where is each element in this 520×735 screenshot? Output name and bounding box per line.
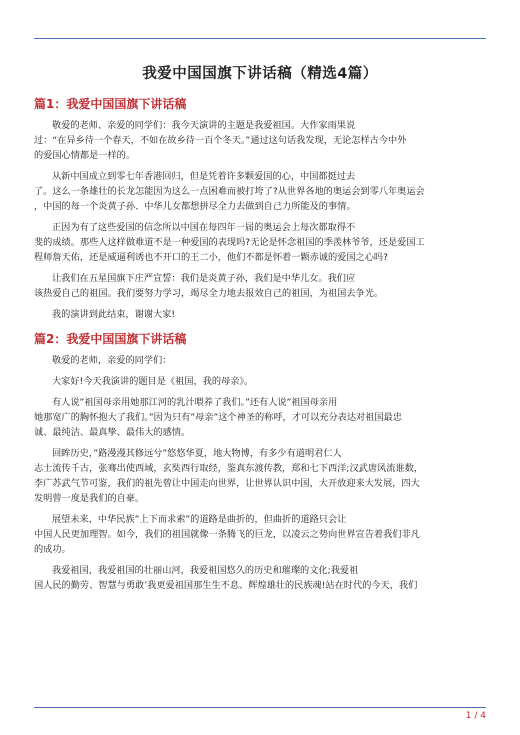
paragraph-line: 的成功。: [34, 544, 71, 555]
paragraph-line: 让我们在五星国旗下庄严宣誓：我们是炎黄子孙，我们是中华儿女。我们应: [52, 273, 356, 284]
paragraph: [34, 118, 486, 163]
document-body: [34, 62, 486, 599]
document-title: 我爱中国国旗下讲话稿（精选4篇）: [142, 66, 378, 82]
paragraph: [34, 220, 486, 265]
paragraph-line: 我爱祖国，我爱祖国的壮丽山河，我爱祖国悠久的历史和璀璨的文化;我爱祖: [52, 565, 359, 576]
paragraph: [34, 512, 486, 557]
paragraph-line: 斐的成绩。那些人这样做难道不是一种爱国的表现吗?无论是怀念祖国的季羡林爷爷，还是爱国工: [34, 237, 425, 248]
paragraph: [34, 271, 486, 301]
paragraph-line: 李广苏武气节可鉴，我们的祖先曾让中国走向世界，让世界认识中国，大开放迎来大发展，四大: [34, 478, 420, 489]
paragraph-line: 回眸历史，”路漫漫其修远兮”悠悠华夏，地大物博，有多少有道明君仁人: [52, 448, 342, 459]
footer-rule: [34, 707, 486, 708]
paragraph: [34, 307, 486, 322]
paragraph-line: 敬爱的老师，亲爱的同学们：: [52, 355, 172, 366]
paragraph-line: 展望未来，中华民族”上下而求索”的道路是曲折的，但曲折的道路只会让: [52, 514, 347, 525]
paragraph-line: 程师詹天佑，还是威逼利诱也不开口的王二小，他们不都是怀着一颗赤诚的爱国之心吗?: [34, 252, 388, 263]
paragraph-line: 志士流传千古，张骞出使西域，玄奘西行取经，鉴真东渡传教，郑和七下西洋;汉武唐风流谁数，: [34, 463, 423, 474]
paragraph: [34, 563, 486, 593]
paragraph: [34, 446, 486, 506]
paragraph-line: 发明曾一度是我们的自豪。: [34, 493, 145, 504]
paragraph-line: 从新中国成立到零七年香港回归，但是凭着许多颗爱国的心，中国都挺过去: [52, 171, 356, 182]
paragraph-line: 有人说”祖国母亲用她那江河的乳汁喂养了我们。”还有人说”祖国母亲用: [52, 397, 338, 408]
header-rule: [34, 38, 486, 39]
paragraph-line: 过：“在异乡待一个春天，不如在故乡待一百个冬天。”通过这句话我发现，无论怎样古今中外: [34, 135, 407, 146]
paragraph-line: 大家好!今天我演讲的题目是《祖国，我的母亲》。: [52, 376, 254, 387]
sections-container: [34, 95, 486, 593]
paragraph: [34, 374, 486, 389]
paragraph-line: 她那宽广的胸怀抱大了我们。”因为只有”母亲”这个神圣的称呼，才可以充分表达对祖国最忠: [34, 412, 402, 423]
page-indicator: 1 / 4: [465, 711, 486, 721]
paragraph-line: 敬爱的老师、亲爱的同学们：我今天演讲的主题是我爱祖国。大作家雨果说: [52, 120, 356, 131]
paragraph-line: 我的演讲到此结束，谢谢大家!: [52, 309, 176, 320]
paragraph-line: 国人民的勤劳、智慧与勇敢’我更爱祖国那生生不息、辉煌雄壮的民族魂!站在时代的今天，我们: [34, 580, 418, 591]
paragraph-line: 诚、最纯洁、最真挚、最伟大的感情。: [34, 427, 191, 438]
paragraph-line: ，中国的每一个炎黄子孙、中华儿女都想拼尽全力去做到自己力所能及的事情。: [34, 201, 356, 212]
section-heading: 篇2：我爱中国国旗下讲话稿: [34, 332, 187, 346]
paragraph-line: 的爱国心情都是一样的。: [34, 150, 136, 161]
paragraph-line: 该热爱自己的祖国。我们要努力学习，竭尽全力地去报效自己的祖国，为祖国去争光。: [34, 288, 384, 299]
section-heading: 篇1：我爱中国国旗下讲话稿: [34, 97, 187, 111]
paragraph: [34, 353, 486, 368]
paragraph: [34, 169, 486, 214]
paragraph-line: 了。这么一条雄壮的长龙怎能因为这么一点困难而被打垮了?从世界各地的奥运会到零八年奥运会: [34, 186, 425, 197]
paragraph-line: 正因为有了这些爱国的信念所以中国在每四年一届的奥运会上每次都取得不: [52, 222, 356, 233]
paragraph: [34, 395, 486, 440]
paragraph-line: 中国人民更加理智。如今，我们的祖国就像一条腾飞的巨龙，以凌云之势向世界宣告着我们非凡: [34, 529, 420, 540]
